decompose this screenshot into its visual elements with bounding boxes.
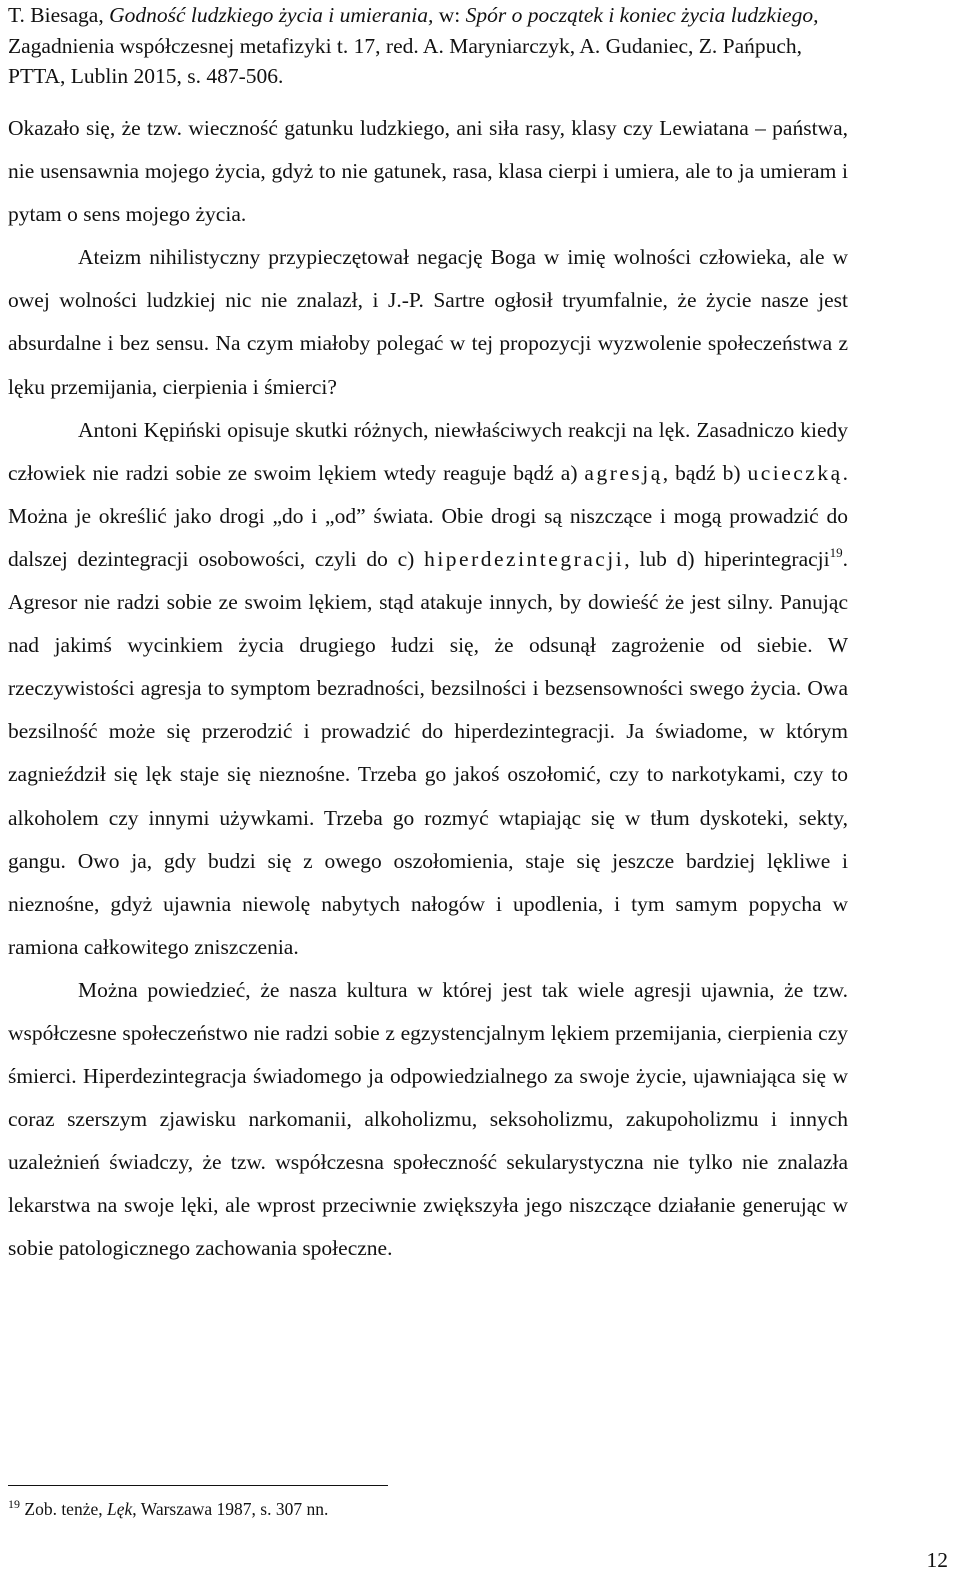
footnote-text-pre: Zob. tenże, (20, 1499, 107, 1519)
term-agresja: agresją (584, 460, 663, 485)
footnote (8, 1497, 328, 1521)
citation-header (8, 0, 948, 92)
paragraph-3-text-c: . Można je określić jako drogi „do i „od” świata. Obie drogi są niszczące i mogą prowadzić do dalszej dezintegracji osobowości, czyli do c) (8, 460, 848, 571)
footnote-number: 19 (8, 1497, 20, 1511)
paragraph-3-text-b: , bądź b) (662, 460, 748, 485)
citation-article-title: Godność ludzkiego życia i umierania, (109, 3, 434, 27)
citation-line-3: PTTA, Lublin 2015, s. 487-506. (8, 64, 284, 88)
paragraph-2: Ateizm nihilistyczny przypieczętował negację Boga w imię wolności człowieka, ale w owej wolności ludzkiej nic nie znalazł, i J.-P. Sartre ogłosił tryumfalnie, że życie nasze jest absurdalne i bez sensu. Na czym miałoby polegać w tej propozycji wyzwolenie społeczeństwa z lęku przemijania, cierpienia i śmierci? (8, 245, 848, 399)
paragraph-3-text-e: . Agresor nie radzi sobie ze swoim lękiem, stąd atakuje innych, by dowieść że jest silny. Panując nad jakimś wycinkiem życia drugiego łudzi się, że odsunął zagrożenie od siebie. W rzeczywistości agresja to symptom bezradności, bezsilności i bezsensowności swego życia. Owa bezsilność może się przerodzić i prowadzić do hiperdezintegracji. Ja świadome, w którym zagnieździł się lęk staje się nieznośne. Trzeba go jakoś oszołomić, czy to narkotykami, czy to alkoholem czy innymi używkami. Trzeba go rozmyć wtapiając się w tłum dyskoteki, sekty, gangu. Owo ja, gdy budzi się z owego oszołomienia, staje się jeszcze bardziej lękliwe i nieznośne, gdyż ujawnia niewolę nabytych nałogów i upodlenia, i tym samym popycha w ramiona całkowitego zniszczenia. (8, 546, 848, 959)
document-body (8, 107, 848, 1271)
page-number: 12 (926, 1548, 948, 1572)
paragraph-1: Okazało się, że tzw. wieczność gatunku ludzkiego, ani siła rasy, klasy czy Lewiatana – państwa, nie usensawnia mojego życia, gdyż to nie gatunek, rasa, klasa cierpi i umiera, ale to ja umieram i pytam o sens mojego życia. (8, 116, 848, 227)
citation-author: T. Biesaga, (8, 3, 110, 27)
paragraph-3-text-a: Antoni Kępiński opisuje skutki różnych, niewłaściwych reakcji na lęk. Zasadniczo kiedy człowiek nie radzi sobie ze swoim lękiem wtedy reaguje bądź a) (8, 417, 848, 485)
term-hiperdezintegracja: hiperdezintegracji (424, 546, 625, 571)
paragraph-4: Można powiedzieć, że nasza kultura w której jest tak wiele agresji ujawnia, że tzw. współczesne społeczeństwo nie radzi sobie z egzystencjalnym lękiem przemijania, cierpienia czy śmierci. Hiperdezintegracja świadomego ja odpowiedzialnego za swoje życie, ujawniająca się w coraz szerszym zjawisku narkomanii, alkoholizmu, seksoholizmu, zakupoholizmu i innych uzależnień świadczy, że tzw. współczesna społeczność sekularystyczna nie tylko nie znalazła lekarstwa na swoje lęki, ale wprost przeciwnie zwiększyła jego niszczące działanie generując w sobie patologicznego zachowania społeczne. (8, 977, 848, 1261)
footnote-text-post: , Warszawa 1987, s. 307 nn. (132, 1499, 329, 1519)
citation-line-2: Zagadnienia współczesnej metafizyki t. 17, red. A. Maryniarczyk, A. Gudaniec, Z. Pańpuch, (8, 33, 803, 58)
citation-connector: w: (433, 3, 466, 27)
paragraph-3 (8, 409, 848, 969)
footnote-reference[interactable]: 19 (829, 544, 843, 560)
citation-line-1 (8, 0, 948, 31)
footnote-divider (8, 1485, 388, 1486)
footnote-cited-title: Lęk (106, 1499, 133, 1519)
term-ucieczka: ucieczką (747, 460, 843, 485)
citation-book-title: Spór o początek i koniec życia ludzkiego, (465, 3, 819, 27)
paragraph-3-text-d: , lub d) hiperintegracji (624, 546, 830, 571)
